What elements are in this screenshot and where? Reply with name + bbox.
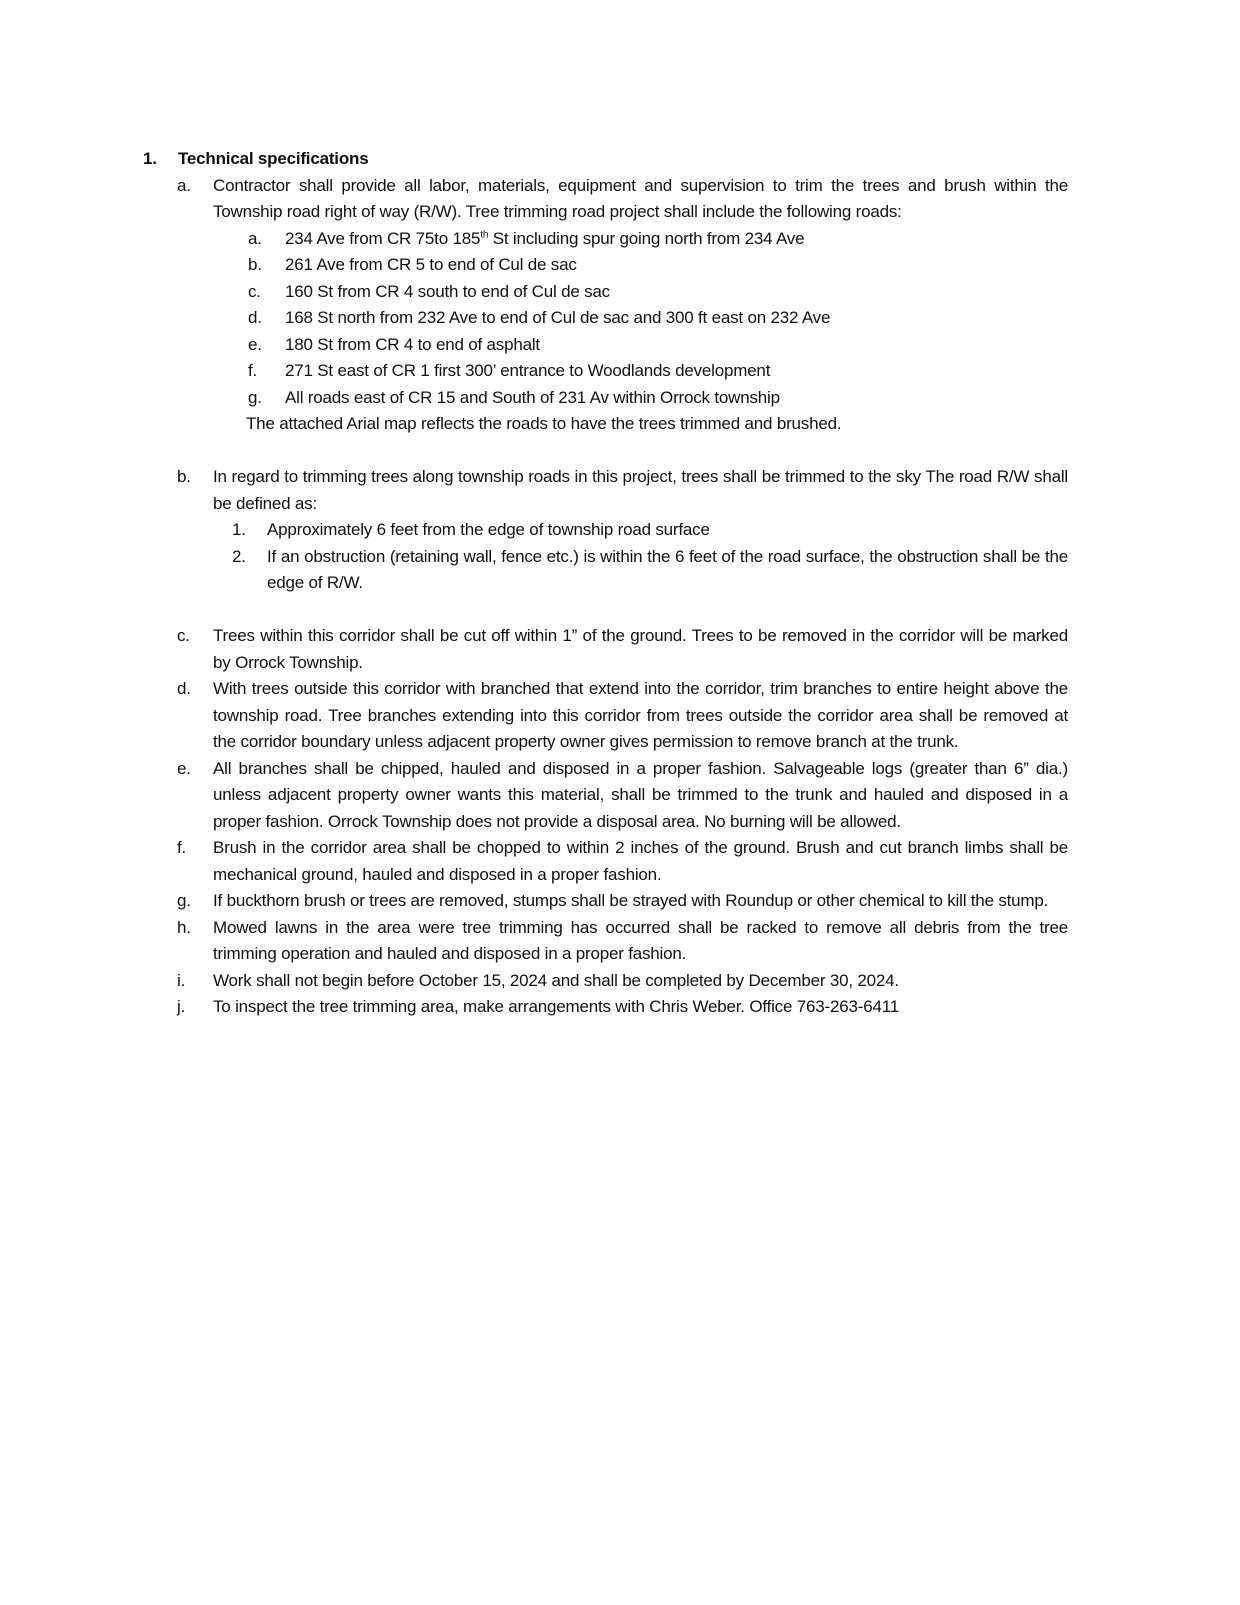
- def-label: 1.: [232, 520, 246, 539]
- row-definition-2: [0, 544, 1240, 597]
- item-a: [0, 173, 1240, 226]
- road-text: [285, 385, 1240, 412]
- item-label: f.: [177, 838, 187, 857]
- item-text: In regard to trimming trees along township roads in this project, trees shall be trimmed to the sky The road R/W shall be defined as:: [213, 467, 1068, 513]
- road-text-main: 271 St east of CR 1 first 300’ entrance to Woodlands development: [285, 361, 771, 380]
- item-text: Mowed lawns in the area were tree trimming has occurred shall be racked to remove all debris from the tree trimming operation and hauled and disposed in a proper fashion.: [213, 917, 1068, 963]
- item-label: e.: [177, 758, 191, 778]
- item-text: To inspect the tree trimming area, make arrangements with Chris Weber. Office 763-263-6411: [213, 997, 899, 1016]
- document-page: [0, 146, 1240, 1021]
- road-text-main: 234 Ave from CR 75to 185: [285, 228, 481, 248]
- section-heading: [0, 146, 1240, 173]
- road-text-main: 261 Ave from CR 5 to end of Cul de sac: [285, 255, 577, 274]
- road-label: a.: [248, 228, 262, 248]
- map-note: The attached Arial map reflects the roads to have the trees trimmed and brushed.: [246, 414, 842, 433]
- item-label: a.: [177, 175, 191, 195]
- item-label: c.: [177, 626, 190, 645]
- road-text-main: 180 St from CR 4 to end of asphalt: [285, 334, 540, 354]
- item-label: b.: [177, 467, 191, 486]
- road-label: c.: [248, 281, 261, 301]
- road-text-main: 168 St north from 232 Ave to end of Cul de sac and 300 ft east on 232 Ave: [285, 308, 831, 327]
- road-label: g.: [248, 387, 262, 407]
- def-label: 2.: [232, 546, 246, 566]
- item-text: Contractor shall provide all labor, materials, equipment and supervision to trim the trees and brush within the Township road right of way (R/W). Tree trimming road project shall include the following roads:: [213, 175, 1068, 221]
- item-text: All branches shall be chipped, hauled and disposed in a proper fashion. Salvageable logs (greater than 6” dia.) unless adjacent property owner wants this material, shall be trimmed to the trunk and hauled and disposed in a proper fashion. Orrock Township does not provide a disposal area. No burning will be allowed.: [213, 758, 1068, 831]
- item-label: i.: [177, 970, 186, 990]
- item-b: [0, 464, 1240, 517]
- item-label: h.: [177, 917, 191, 937]
- item-j: [0, 994, 1240, 1021]
- road-item: [0, 332, 1240, 359]
- item-label: d.: [177, 679, 191, 698]
- road-text: [285, 226, 1240, 253]
- section-title: Technical specifications: [178, 149, 369, 168]
- item-d: [0, 676, 1240, 756]
- item-label: j.: [177, 997, 186, 1016]
- item-text: With trees outside this corridor with branched that extend into the corridor, trim branches to entire height above the township road. Tree branches extending into this corridor from trees outside the corridor area shall be removed at the corridor boundary unless adjacent property owner gives permission to remove branch at the trunk.: [213, 679, 1068, 751]
- item-f: [0, 835, 1240, 888]
- road-label: b.: [248, 255, 262, 274]
- road-text: [285, 252, 1240, 279]
- item-label: g.: [177, 891, 191, 910]
- road-item: [0, 305, 1240, 332]
- road-text: [285, 305, 1240, 332]
- item-g: [0, 888, 1240, 915]
- road-item: [0, 252, 1240, 279]
- item-text: Work shall not begin before October 15, 2024 and shall be completed by December 30, 2024.: [213, 970, 899, 990]
- road-item: [0, 385, 1240, 412]
- road-label: e.: [248, 334, 262, 354]
- item-c: [0, 623, 1240, 676]
- item-text: Brush in the corridor area shall be chopped to within 2 inches of the ground. Brush and cut branch limbs shall be mechanical ground, hauled and disposed in a proper fashion.: [213, 838, 1068, 884]
- road-text: [285, 358, 1240, 385]
- road-label: f.: [248, 361, 258, 380]
- item-i: [0, 968, 1240, 995]
- road-list: [0, 226, 1240, 412]
- item-e: [0, 756, 1240, 836]
- def-text: If an obstruction (retaining wall, fence etc.) is within the 6 feet of the road surface, the obstruction shall be the edge of R/W.: [267, 546, 1068, 592]
- road-text-rest: St including spur going north from 234 Ave: [488, 228, 805, 248]
- item-h: [0, 915, 1240, 968]
- road-text: [285, 332, 1240, 359]
- superscript: th: [480, 228, 489, 240]
- section-number: 1.: [143, 149, 157, 168]
- road-item: [0, 279, 1240, 306]
- road-text-main: All roads east of CR 15 and South of 231 Av within Orrock township: [285, 387, 780, 407]
- road-text-main: 160 St from CR 4 south to end of Cul de sac: [285, 281, 610, 301]
- row-definition-1: [0, 517, 1240, 544]
- road-text: [285, 279, 1240, 306]
- item-text: If buckthorn brush or trees are removed, stumps shall be strayed with Roundup or other chemical to kill the stump.: [213, 891, 1049, 910]
- item-text: Trees within this corridor shall be cut off within 1” of the ground. Trees to be removed in the corridor will be marked by Orrock Township.: [213, 626, 1068, 672]
- road-item: [0, 226, 1240, 253]
- def-text: Approximately 6 feet from the edge of township road surface: [267, 520, 710, 539]
- road-label: d.: [248, 308, 262, 327]
- spec-items: [0, 623, 1240, 1021]
- road-item: [0, 358, 1240, 385]
